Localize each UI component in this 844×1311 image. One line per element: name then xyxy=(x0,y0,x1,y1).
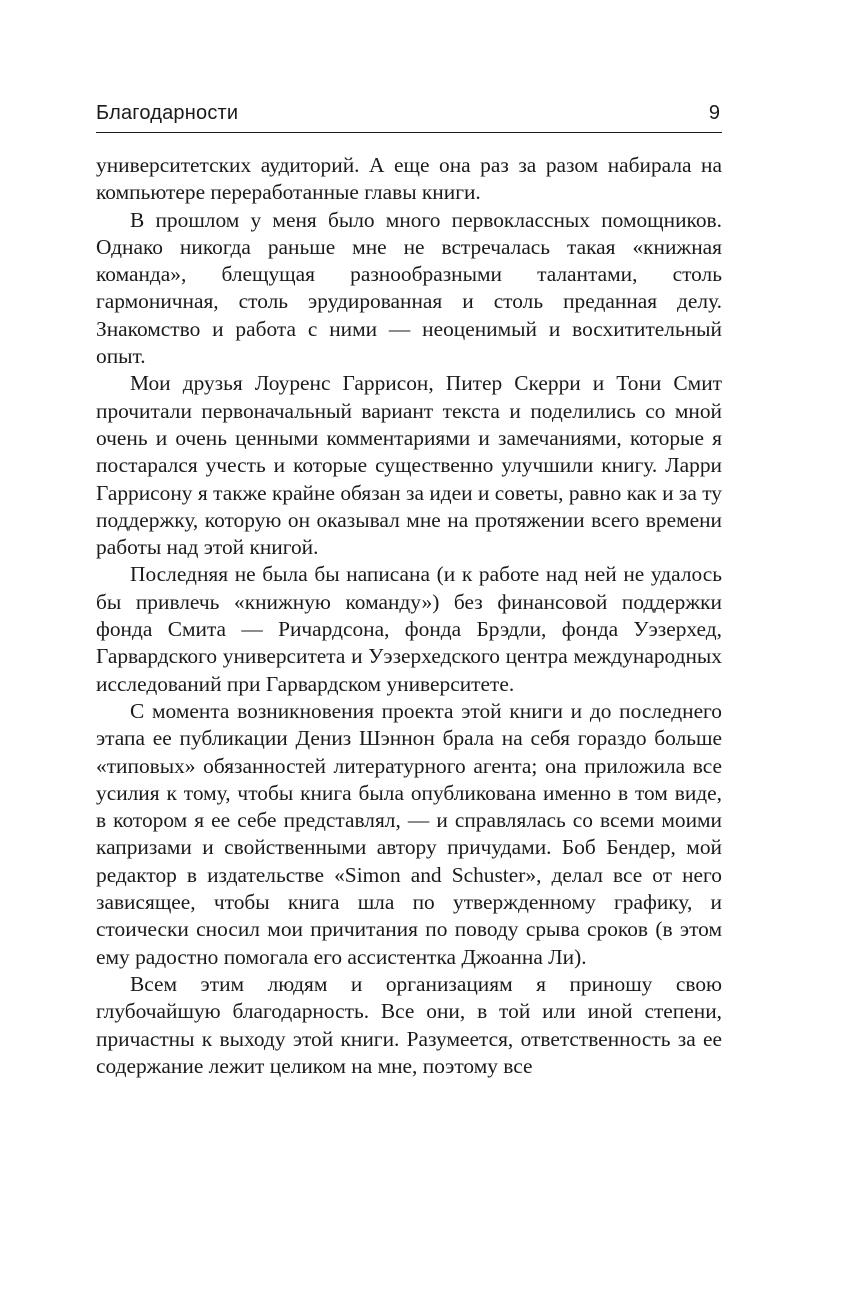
running-head-title: Благодарности xyxy=(96,102,239,124)
paragraph-continued: университетских аудиторий. А еще она раз за разом набирала на компьютере переработанные главы книги. xyxy=(96,153,722,205)
page-number: 9 xyxy=(708,102,720,124)
body-text xyxy=(96,152,722,1080)
paragraph-gratitude: Всем этим людям и организациям я приношу свою глубочайшую благодарность. Все они, в той или иной степени, причастны к выходу этой книги. Разумеется, ответственность за ее содержание лежит целиком на мне, поэтому все xyxy=(96,971,722,1078)
running-head xyxy=(96,100,722,133)
paragraph-helpers: В прошлом у меня было много первоклассных помощников. Однако никогда раньше мне не встречалась такая «книжная команда», блещущая разнообразными талантами, столь гармоничная, столь эрудированная и столь преданная делу. Знакомство и работа с ними — неоценимый и восхитительный опыт. xyxy=(96,207,722,369)
paragraph-agent-editor: С момента возникновения проекта этой книги и до последнего этапа ее публикации Дениз Шэннон брала на себя гораздо больше «типовых» обязанностей литературного агента; она приложила все усилия к тому, чтобы книга была опубликована именно в том виде, в котором я ее себе представлял, — и справлялась со всеми моими капризами и свойственными автору причудами. Боб Бендер, мой редактор в издательстве «Simon and Schuster», делал все от него зависящее, чтобы книга шла по утвержденному графику, и стоически сносил мои причитания по поводу срыва сроков (в этом ему радостно помогала его ассистентка Джоанна Ли). xyxy=(96,698,722,969)
paragraph-funding: Последняя не была бы написана (и к работе над ней не удалось бы привлечь «книжную команду») без финансовой поддержки фонда Смита — Ричардсона, фонда Брэдли, фонда Уэзерхед, Гарвардского университета и Уэзерхедского центра международных исследований при Гарвардском университете. xyxy=(96,562,722,696)
book-page xyxy=(96,100,722,1080)
paragraph-friends: Мои друзья Лоуренс Гаррисон, Питер Скерри и Тони Смит прочитали первоначальный вариант текста и поделились со мной очень и очень ценными комментариями и замечаниями, которые я постарался учесть и которые существенно улучшили книгу. Ларри Гаррисону я также крайне обязан за идеи и советы, равно как и за ту поддержку, которую он оказывал мне на протяжении всего времени работы над этой книгой. xyxy=(96,371,722,560)
